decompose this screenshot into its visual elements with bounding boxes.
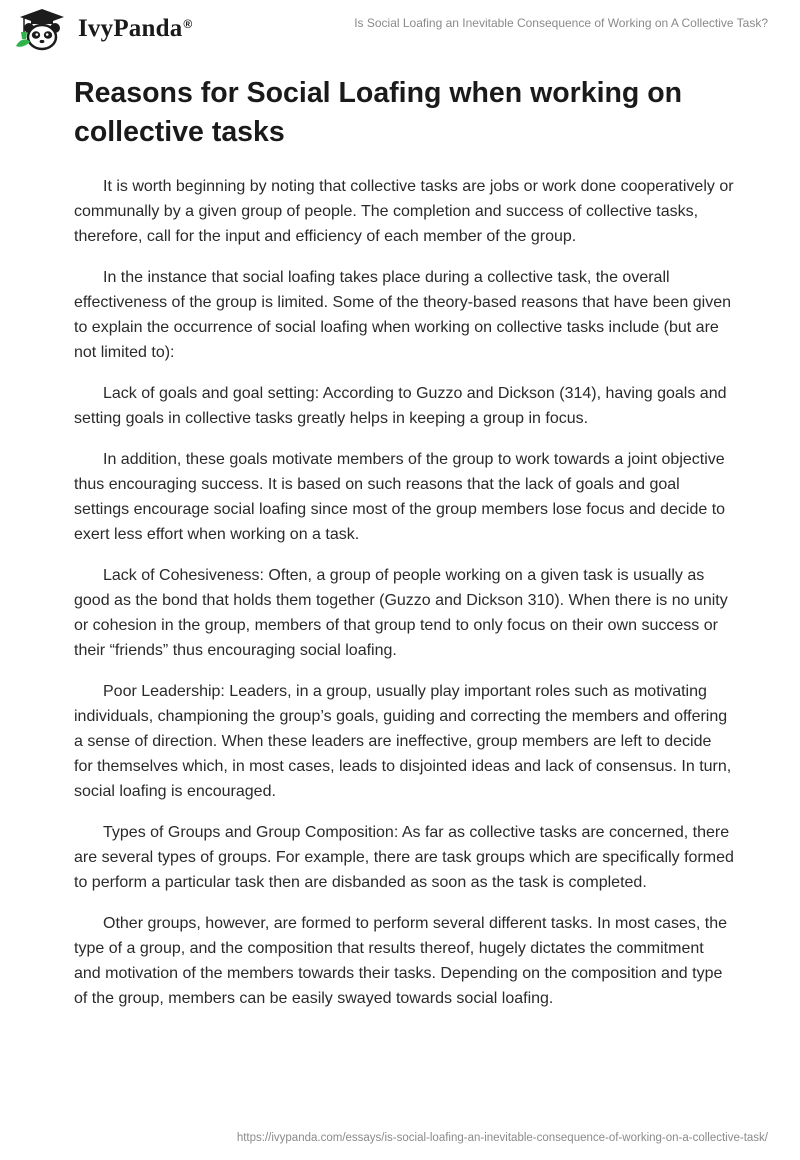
article-body <box>74 174 734 1027</box>
paragraph: In the instance that social loafing takes place during a collective task, the overall effectiveness of the group is limited. Some of the theory-based reasons that have been given to explain the occurrence of social loafing when working on collective tasks include (but are not limited to): <box>74 269 731 361</box>
panda-graduate-icon <box>14 6 70 52</box>
source-url-link[interactable]: https://ivypanda.com/essays/is-social-loafing-an-inevitable-consequence-of-working-on-a-collective-task/ <box>236 1132 768 1144</box>
page-header <box>0 0 800 60</box>
document-title: Is Social Loafing an Inevitable Consequence of Working on A Collective Task? <box>354 16 768 30</box>
ivypanda-logo-link[interactable] <box>14 6 192 52</box>
brand-name: IvyPanda® <box>78 15 193 42</box>
paragraph: Types of Groups and Group Composition: As far as collective tasks are concerned, there are several types of groups. For example, there are task groups which are specifically formed to perform a particular task then are disbanded as soon as the task is completed. <box>74 824 734 891</box>
paragraph: Lack of goals and goal setting: According to Guzzo and Dickson (314), having goals and setting goals in collective tasks greatly helps in keeping a group in focus. <box>74 385 727 427</box>
paragraph: Other groups, however, are formed to perform several different tasks. In most cases, the type of a group, and the composition that results thereof, hugely dictates the commitment and motivation of the members towards their tasks. Depending on the composition and type of the group, members can be easily swayed towards social loafing. <box>74 915 727 1007</box>
paragraph: In addition, these goals motivate members of the group to work towards a joint objective thus encouraging success. It is based on such reasons that the lack of goals and goal settings encourage social loafing since most of the group members lose focus and decide to exert less effort when working on a task. <box>74 451 726 543</box>
paragraph: Lack of Cohesiveness: Often, a group of people working on a given task is usually as good as the bond that holds them together (Guzzo and Dickson 310). When there is no unity or cohesion in the group, members of that group tend to only focus on their own success or their “friends” thus encouraging social loafing. <box>74 567 728 659</box>
page-heading: Reasons for Social Loafing when working on collective tasks <box>74 77 683 148</box>
paragraph: Poor Leadership: Leaders, in a group, usually play important roles such as motivating individuals, championing the group’s goals, guiding and correcting the members and offering a sense of direction. When these leaders are ineffective, group members are left to decide for themselves which, in most cases, leads to disjointed ideas and lack of consensus. In turn, social loafing is encouraged. <box>74 683 732 800</box>
paragraph: It is worth beginning by noting that collective tasks are jobs or work done cooperatively or communally by a given group of people. The completion and success of collective tasks, therefore, call for the input and efficiency of each member of the group. <box>74 178 734 245</box>
